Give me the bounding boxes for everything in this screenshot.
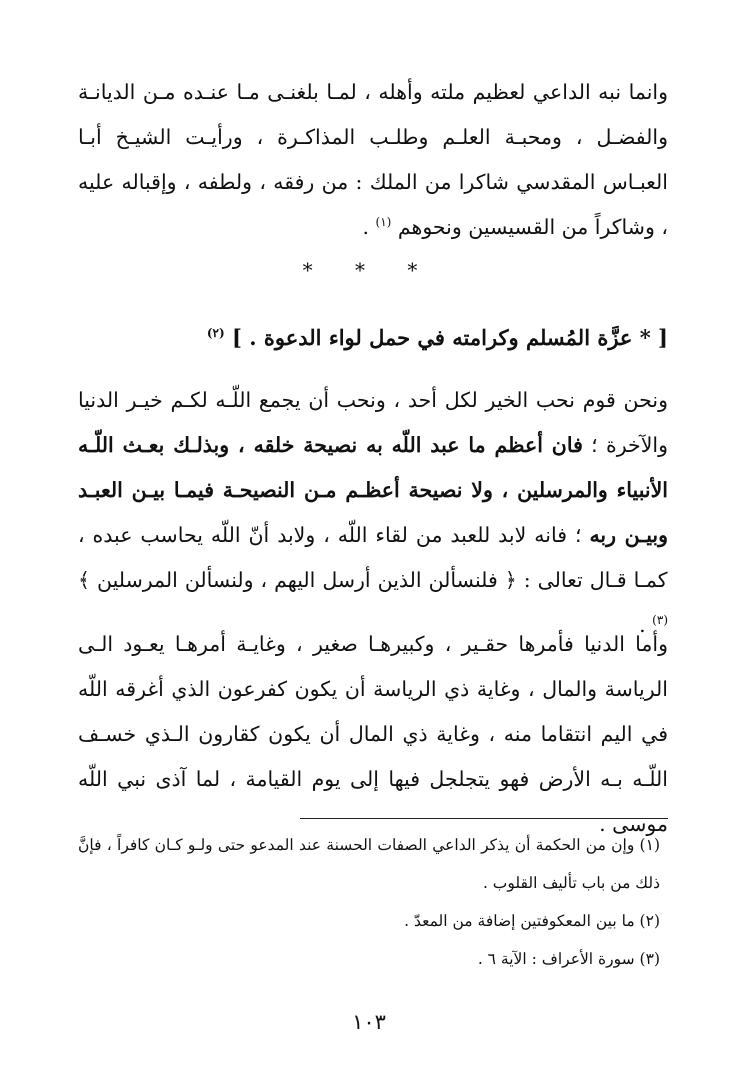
paragraph-1-text: وانما نبه الداعي لعظيم ملته وأهله ، لمـا بلغنـى مـا عنـده مـن الديانـة والفضـل ، ومحبـة العلـم وطلـب المذاكـرة ، ورأيـت الشيـخ أبـا العبـاس المقدسي شاكرا من الملك : من رفقه ، ولطفه ، وإقباله عليه ، وشاكراً من القسيسين ونحوهم: [78, 80, 668, 239]
footnote-ref-3: (٣): [652, 613, 668, 628]
page-number: ١٠٣: [352, 1010, 386, 1034]
paragraph-2-end: .: [639, 613, 646, 637]
footnote-3: (٣) سورة الأعراف : الآية ٦ .: [477, 950, 660, 968]
footnote-2: (٢) ما بين المعكوفتين إضافة من المعدّ .: [404, 912, 660, 930]
paragraph-2: [78, 378, 668, 648]
paragraph-1: [78, 70, 668, 250]
section-separator: * * *: [302, 258, 436, 282]
footnote-divider: [300, 818, 668, 819]
footnotes: [78, 826, 668, 978]
paragraph-1-end: .: [362, 215, 369, 239]
footnote-ref-2: (٢): [206, 326, 225, 340]
paragraph-2-bold: فان أعظم ما عبد اللّه به نصيحة خلقه ، وبذلـك بعـث اللّـه الأنبياء والمرسلين ، ولا نصيحة أعظـم مـن النصيحـة فيمـا بيـن العبـد وبيـن ربه: [78, 433, 668, 547]
footnote-ref-1: (١): [375, 215, 392, 230]
section-heading: [78, 318, 668, 358]
footnote-1: (١) وإن من الحكمة أن يذكر الداعي الصفات الحسنة عند المدعو حتى ولـو كـان كافراً ، فإنَّ ذلك من باب تأليف القلوب .: [78, 836, 660, 892]
paragraph-2-part1: ونحن قوم نحب الخير لكل أحد ، ونحب أن يجمع اللّـه لكـم خيـر الدنيا والآخرة ؛: [78, 388, 668, 457]
paragraph-3: وأما الدنيا فأمرها حقـير ، وكبيرهـا صغير ، وغايـة أمرهـا يعـود الـى الرياسة والمال ، وغاية ذي الرياسة أن يكون كفرعون الذي أغرقه اللّه في اليم انتقاما منه ، وغاية ذي المال أن يكون كقارون الـذي خسـف اللّـه بـه الأرض فهو يتجلجل فيها إلى يوم القيامة ، لما آذى نبي اللّه موسى .: [78, 632, 668, 836]
section-heading-text: [ * عزَّة المُسلم وكرامته في حمل لواء الدعوة . ]: [232, 325, 668, 350]
paragraph-2-part2: ؛ فانه لابد للعبد من لقاء اللّه ، ولابد أنّ اللّه يحاسب عبده ، كمـا قـال تعالى : ﴿ فلنسألن الذين أرسل اليهم ، ولنسألن المرسلين ﴾: [78, 523, 668, 592]
